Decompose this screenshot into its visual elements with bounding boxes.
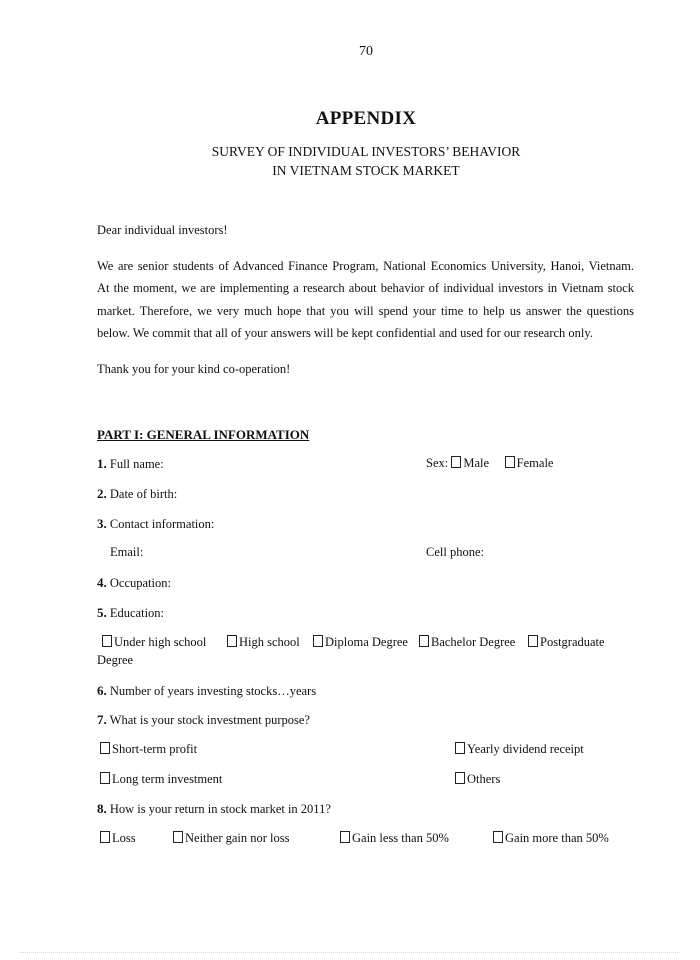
page-bottom-divider xyxy=(20,952,680,953)
education-option-postgraduate[interactable]: Postgraduate xyxy=(528,635,605,650)
question-number: 4. xyxy=(97,575,107,590)
intro-line-last: below. We commit that all of your answers will be kept confidential and used for our research only. xyxy=(97,326,593,340)
page-number: 70 xyxy=(359,44,373,59)
purpose-option-dividend[interactable]: Yearly dividend receipt xyxy=(455,742,584,757)
return-option-gain-more-50[interactable]: Gain more than 50% xyxy=(493,831,609,846)
education-option-bachelor[interactable]: Bachelor Degree xyxy=(419,635,515,650)
checkbox-icon[interactable] xyxy=(340,831,350,843)
sex-field xyxy=(426,456,553,471)
checkbox-icon[interactable] xyxy=(227,635,237,647)
question-full-name xyxy=(97,456,164,472)
question-number: 3. xyxy=(97,516,107,531)
question-label: Education: xyxy=(109,606,165,620)
checkbox-icon[interactable] xyxy=(493,831,503,843)
question-label: Number of years investing stocks…years xyxy=(109,684,317,698)
sex-option-male[interactable]: Male xyxy=(451,456,489,471)
cellphone-label: Cell phone: xyxy=(426,545,484,559)
purpose-option-long-term[interactable]: Long term investment xyxy=(100,772,222,787)
question-occupation xyxy=(97,575,171,591)
purpose-option-others[interactable]: Others xyxy=(455,772,500,787)
education-option-wrap: Degree xyxy=(97,653,134,667)
question-label: Contact information: xyxy=(109,517,215,531)
checkbox-icon[interactable] xyxy=(102,635,112,647)
survey-subtitle-line2: IN VIETNAM STOCK MARKET xyxy=(272,163,460,178)
part1-heading: PART I: GENERAL INFORMATION xyxy=(97,427,310,442)
return-option-neither[interactable]: Neither gain nor loss xyxy=(173,831,290,846)
sex-label: Sex: xyxy=(426,456,449,470)
question-number: 7. xyxy=(97,712,107,727)
checkbox-icon[interactable] xyxy=(528,635,538,647)
question-contact-info xyxy=(97,516,214,532)
question-label: Full name: xyxy=(109,457,164,471)
checkbox-icon[interactable] xyxy=(313,635,323,647)
intro-line: market. Therefore, we very much hope that you will spend your time to help us answer the questions xyxy=(97,304,634,318)
email-label: Email: xyxy=(110,545,144,559)
survey-subtitle-line1: SURVEY OF INDIVIDUAL INVESTORS’ BEHAVIOR xyxy=(211,144,521,159)
intro-line: At the moment, we are implementing a research about behavior of individual investors in Vietnam stock xyxy=(97,281,634,295)
question-label: Occupation: xyxy=(109,576,171,590)
question-number: 1. xyxy=(97,456,107,471)
purpose-option-short-term[interactable]: Short-term profit xyxy=(100,742,197,757)
checkbox-icon[interactable] xyxy=(505,456,515,468)
return-option-loss[interactable]: Loss xyxy=(100,831,136,846)
checkbox-icon[interactable] xyxy=(419,635,429,647)
greeting: Dear individual investors! xyxy=(97,223,228,237)
question-number: 6. xyxy=(97,683,107,698)
checkbox-icon[interactable] xyxy=(100,831,110,843)
question-number: 8. xyxy=(97,801,107,816)
appendix-title: APPENDIX xyxy=(315,108,417,129)
return-option-gain-less-50[interactable]: Gain less than 50% xyxy=(340,831,449,846)
question-return-2011 xyxy=(97,801,331,817)
sex-option-female[interactable]: Female xyxy=(505,456,554,471)
question-years-investing xyxy=(97,683,316,699)
education-option-high-school[interactable]: High school xyxy=(227,635,300,650)
question-education xyxy=(97,605,164,621)
education-option-under-high-school[interactable]: Under high school xyxy=(102,635,206,650)
education-option-diploma[interactable]: Diploma Degree xyxy=(313,635,408,650)
question-investment-purpose xyxy=(97,712,310,728)
checkbox-icon[interactable] xyxy=(455,772,465,784)
question-number: 2. xyxy=(97,486,107,501)
intro-line: We are senior students of Advanced Finance Program, National Economics University, Hanoi, Vietnam. xyxy=(97,259,634,273)
checkbox-icon[interactable] xyxy=(455,742,465,754)
checkbox-icon[interactable] xyxy=(173,831,183,843)
question-number: 5. xyxy=(97,605,107,620)
question-label: How is your return in stock market in 2011? xyxy=(109,802,331,816)
question-label: Date of birth: xyxy=(109,487,178,501)
question-label: What is your stock investment purpose? xyxy=(109,713,310,727)
question-date-of-birth xyxy=(97,486,177,502)
checkbox-icon[interactable] xyxy=(100,772,110,784)
checkbox-icon[interactable] xyxy=(451,456,461,468)
thanks-text: Thank you for your kind co-operation! xyxy=(97,362,291,376)
checkbox-icon[interactable] xyxy=(100,742,110,754)
